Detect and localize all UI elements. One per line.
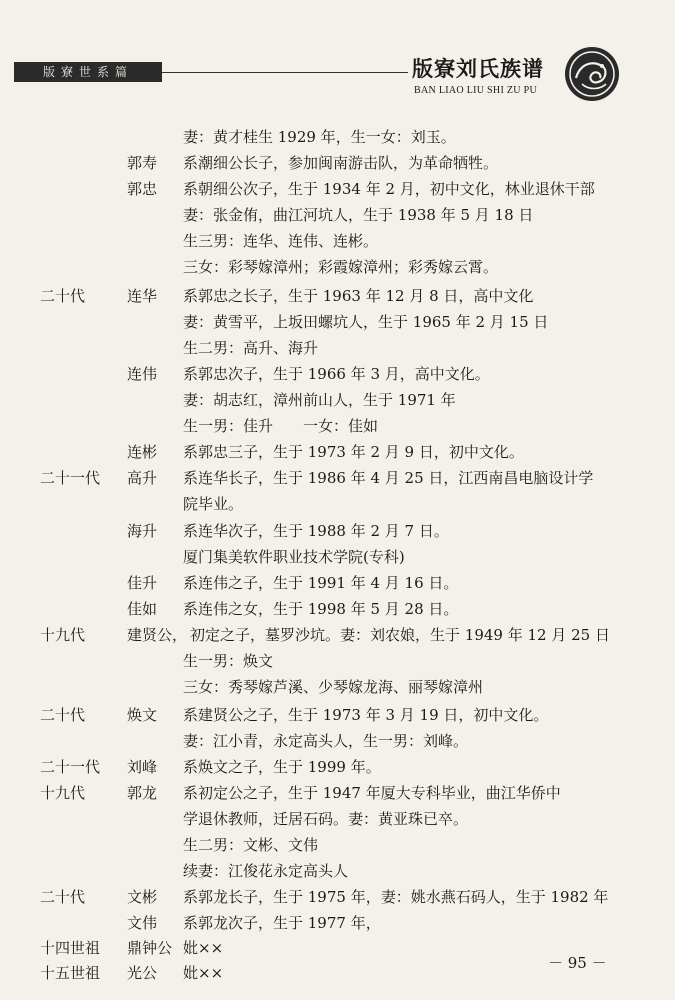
- entry-text: 系郭龙次子，生于 1977 年，: [183, 914, 381, 932]
- entry-text: 系建贤公之子，生于 1973 年 3 月 19 日，初中文化。: [183, 706, 549, 724]
- entry-text: 系郭龙长子，生于 1975 年，妻：姚水燕石码人，生于 1982 年: [183, 888, 609, 906]
- generation-label: 十九代: [40, 784, 86, 802]
- generation-label: 二十代: [40, 888, 86, 906]
- entry-text: 妻：黄才桂生 1929 年，生一女：刘玉。: [183, 128, 456, 146]
- entry-text: 妣××: [183, 964, 224, 982]
- entry-text: 系初定公之子，生于 1947 年厦大专科毕业，曲江华侨中: [183, 784, 561, 802]
- book-title: 版寮刘氏族谱: [412, 57, 544, 81]
- entry-text: 系焕文之子，生于 1999 年。: [183, 758, 381, 776]
- entry-text: 初定之子，墓罗沙坑。妻：刘农娘，生于 1949 年 12 月 25 日: [190, 626, 610, 644]
- entry-text: 系朝细公次子，生于 1934 年 2 月，初中文化，林业退休干部: [183, 180, 595, 198]
- generation-label: 二十代: [40, 706, 86, 724]
- generation-label: 十五世祖: [40, 964, 101, 982]
- person-name: 高升: [127, 469, 158, 487]
- person-name: 郭忠: [127, 180, 158, 198]
- book-subtitle: BAN LIAO LIU SHI ZU PU: [414, 85, 537, 96]
- entry-text: 厦门集美软件职业技术学院(专科): [183, 548, 405, 566]
- entry-text: 续妻：江俊花永定高头人: [183, 862, 349, 880]
- entry-text: 三女：彩琴嫁漳州；彩霞嫁漳州；彩秀嫁云霄。: [183, 258, 499, 276]
- person-name: 郭龙: [127, 784, 158, 802]
- person-name: 佳如: [127, 600, 158, 618]
- page-number: － 95 －: [548, 954, 607, 972]
- person-name: 连彬: [127, 443, 158, 461]
- section-label: 版寮世系篇: [14, 62, 162, 82]
- entry-text: 系郭忠之长子，生于 1963 年 12 月 8 日，高中文化: [183, 287, 534, 305]
- generation-label: 二十代: [40, 287, 86, 305]
- header-rule: [162, 72, 408, 73]
- entry-text: 妻：江小青，永定高头人，生一男：刘峰。: [183, 732, 469, 750]
- generation-label: 十四世祖: [40, 939, 101, 957]
- person-name: 佳升: [127, 574, 158, 592]
- person-name: 刘峰: [127, 758, 158, 776]
- entry-text: 学退休教师，迁居石码。妻：黄亚珠已卒。: [183, 810, 469, 828]
- person-name: 海升: [127, 522, 158, 540]
- generation-label: 二十一代: [40, 469, 101, 487]
- entry-text: 妣××: [183, 939, 224, 957]
- entry-text: 妻：胡志红，漳州前山人，生于 1971 年: [183, 391, 456, 409]
- entry-text: 系潮细公长子，参加闽南游击队，为革命牺牲。: [183, 154, 499, 172]
- person-name: 建贤公，: [127, 626, 188, 644]
- person-name: 焕文: [127, 706, 158, 724]
- dragon-emblem-icon: [562, 44, 622, 104]
- entry-text: 生一男：佳升 一女：佳如: [183, 417, 379, 435]
- entry-text: 三女：秀琴嫁芦溪、少琴嫁龙海、丽琴嫁漳州: [183, 678, 484, 696]
- entry-text: 系连伟之女，生于 1998 年 5 月 28 日。: [183, 600, 459, 618]
- person-name: 文伟: [127, 914, 158, 932]
- entry-text: 系郭忠次子，生于 1966 年 3 月，高中文化。: [183, 365, 490, 383]
- entry-text: 生二男：文彬、文伟: [183, 836, 319, 854]
- entry-text: 生一男：焕文: [183, 652, 274, 670]
- person-name: 鼎钟公: [127, 939, 173, 957]
- entry-text: 系连华次子，生于 1988 年 2 月 7 日。: [183, 522, 449, 540]
- generation-label: 二十一代: [40, 758, 101, 776]
- entry-text: 生二男：高升、海升: [183, 339, 319, 357]
- entry-text: 系连华长子，生于 1986 年 4 月 25 日，江西南昌电脑设计学: [183, 469, 594, 487]
- person-name: 郭寿: [127, 154, 158, 172]
- entry-text: 妻：张金侑，曲江河坑人，生于 1938 年 5 月 18 日: [183, 206, 534, 224]
- entry-text: 生三男：连华、连伟、连彬。: [183, 232, 379, 250]
- generation-label: 十九代: [40, 626, 86, 644]
- person-name: 文彬: [127, 888, 158, 906]
- entry-text: 系连伟之子，生于 1991 年 4 月 16 日。: [183, 574, 459, 592]
- person-name: 光公: [127, 964, 158, 982]
- entry-text: 系郭忠三子，生于 1973 年 2 月 9 日，初中文化。: [183, 443, 524, 461]
- entry-text: 院毕业。: [183, 495, 244, 513]
- person-name: 连华: [127, 287, 158, 305]
- person-name: 连伟: [127, 365, 158, 383]
- entry-text: 妻：黄雪平，上坂田螺坑人，生于 1965 年 2 月 15 日: [183, 313, 549, 331]
